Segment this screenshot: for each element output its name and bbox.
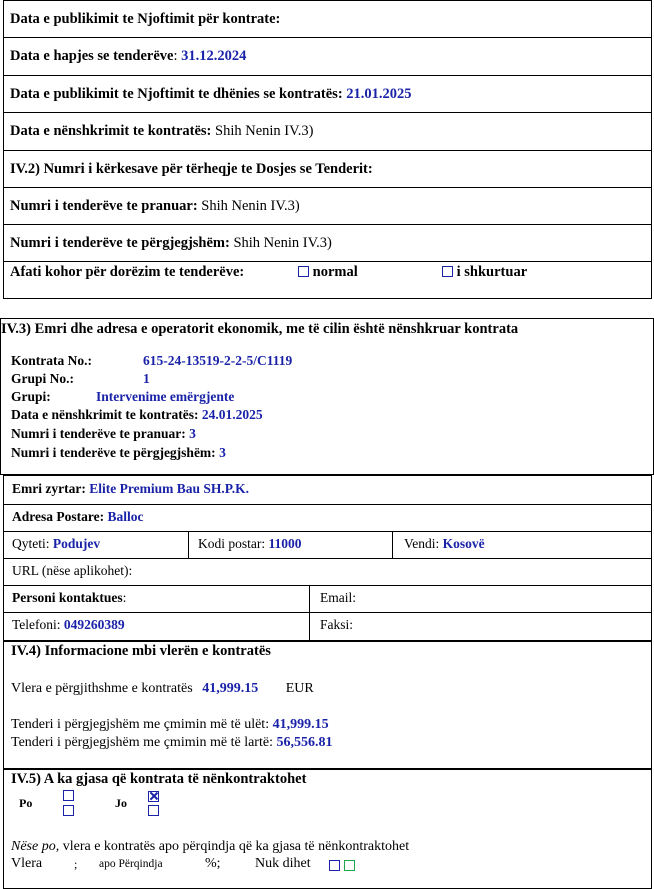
unknown-checkbox-2[interactable] — [344, 860, 355, 871]
group-value: Intervenime emërgjente — [96, 389, 235, 404]
percent-suffix: %; — [205, 856, 221, 871]
value-label: Vlera — [11, 856, 43, 871]
deadline-label: Afati kohor për dorëzim te tenderëve: — [10, 264, 245, 280]
city-value: Podujev — [52, 536, 101, 551]
publication-date-row — [3, 0, 652, 37]
accepted-tenders-row — [3, 187, 652, 224]
total-value: 41,999.15 — [202, 681, 259, 696]
no-checkbox-checked[interactable] — [148, 791, 159, 802]
yes-checkbox-1[interactable] — [63, 790, 74, 801]
postal-code-label: Kodi postar: — [198, 536, 266, 551]
iv3-sign-date-value: 24.01.2025 — [201, 407, 263, 422]
city-cell — [12, 536, 100, 552]
section-iv4-heading: IV.4) Informacione mbi vlerën e kontratës — [11, 643, 271, 659]
postal-code-value: 11000 — [268, 536, 302, 551]
section-iv5-heading: IV.5) A ka gjasa që kontrata të nënkontraktohet — [11, 771, 307, 787]
phone-cell — [12, 617, 125, 633]
total-value-line — [11, 681, 314, 697]
yes-label: Po — [19, 796, 33, 810]
signing-date-value: Shih Nenin IV.3) — [215, 123, 314, 139]
percent-label: apo Përqindja — [99, 858, 163, 870]
highest-price-value: 56,556.81 — [276, 735, 333, 750]
iv3-responsive-value: 3 — [219, 445, 226, 460]
group-no-value: 1 — [143, 371, 150, 386]
contact-person-label: Personi kontaktues — [12, 590, 123, 605]
lowest-price-label: Tenderi i përgjegjshëm me çmimin më të ulët: — [11, 717, 270, 732]
group-no-label: Grupi No.: — [11, 371, 75, 386]
official-name-label: Emri zyrtar — [12, 481, 82, 496]
deadline-row — [3, 261, 652, 299]
group-label: Grupi: — [11, 389, 51, 404]
postal-address-label: Adresa Postare — [12, 509, 100, 524]
country-value: Kosovë — [442, 536, 485, 551]
url-label: URL (nëse aplikohet): — [12, 563, 133, 578]
iv3-sign-date-line — [11, 407, 263, 423]
award-notice-date-value: 21.01.2025 — [346, 85, 412, 102]
currency-label: EUR — [285, 681, 314, 696]
contact-person-cell: Personi kontaktues: — [12, 590, 127, 605]
yes-checkbox-2[interactable] — [63, 805, 74, 816]
accepted-tenders-label: Numri i tenderëve te pranuar: — [10, 197, 198, 214]
phone-label: Telefoni: — [12, 617, 61, 632]
iv3-responsive-line — [11, 445, 226, 461]
city-label: Qyteti: — [12, 536, 50, 551]
subcontract-note-text: vlera e kontratës apo përqindja që ka gjasa të nënkontraktohet — [62, 839, 410, 854]
country-cell — [404, 536, 485, 552]
official-name-cell: Emri zyrtar: Elite Premium Bau SH.P.K. — [12, 481, 249, 496]
shortened-option-label: i shkurtuar — [456, 264, 528, 280]
iv3-responsive-label: Numri i tenderëve te përgjegjshëm: — [11, 445, 216, 460]
contract-no-label: Kontrata No.: — [11, 353, 92, 368]
subcontract-note — [11, 839, 409, 855]
iv3-sign-date-label: Data e nënshkrimit te kontratës: — [11, 407, 199, 422]
highest-price-label: Tenderi i përgjegjshëm me çmimin më të lartë: — [11, 735, 273, 750]
award-notice-date-row — [3, 75, 652, 112]
official-name-value: Elite Premium Bau SH.P.K. — [89, 481, 249, 496]
postal-code-cell — [198, 536, 302, 552]
opening-date-row: Data e hapjes se tenderëve : 31.12.2024 — [3, 37, 652, 75]
no-label: Jo — [115, 796, 127, 810]
postal-address-cell: Adresa Postare: Balloc — [12, 509, 144, 524]
value-semicolon: ; — [74, 857, 78, 871]
unknown-label: Nuk dihet — [255, 856, 311, 871]
total-value-label: Vlera e përgjithshme e kontratës — [11, 681, 193, 696]
shortened-checkbox[interactable] — [442, 266, 453, 277]
lowest-price-value: 41,999.15 — [272, 717, 329, 732]
dossier-requests-label: IV.2) Numri i kërkesave për tërheqje te Dosjes se Tenderit: — [10, 160, 373, 177]
responsive-tenders-label: Numri i tenderëve te përgjegjshëm: — [10, 234, 230, 251]
unknown-checkbox-1[interactable] — [329, 860, 340, 871]
no-checkbox-2[interactable] — [148, 805, 159, 816]
award-notice-date-label: Data e publikimit te Njoftimit te dhënies se kontratës: — [10, 85, 343, 102]
iv3-accepted-value: 3 — [189, 426, 196, 441]
email-label: Email: — [320, 590, 356, 605]
contract-no-value: 615-24-13519-2-2-5/C1119 — [143, 353, 293, 368]
accepted-tenders-value: Shih Nenin IV.3) — [201, 197, 300, 214]
phone-value: 049260389 — [63, 617, 125, 632]
subcontract-note-italic: Nëse po, — [11, 839, 60, 854]
country-label: Vendi: — [404, 536, 440, 551]
opening-date-value: 31.12.2024 — [181, 48, 247, 64]
signing-date-row — [3, 112, 652, 150]
responsive-tenders-row — [3, 224, 652, 261]
iv3-accepted-line — [11, 426, 196, 442]
fax-label: Faksi: — [320, 617, 354, 632]
section-iv3-heading: IV.3) Emri dhe adresa e operatorit ekonomik, me të cilin është nënshkruar kontrata — [1, 321, 519, 337]
dossier-requests-row — [3, 150, 652, 187]
normal-option-label: normal — [312, 264, 358, 280]
responsive-tenders-value: Shih Nenin IV.3) — [233, 234, 332, 251]
signing-date-label: Data e nënshkrimit te kontratës: — [10, 123, 212, 139]
opening-date-label: Data e hapjes se tenderëve — [10, 48, 174, 64]
iv3-accepted-label: Numri i tenderëve te pranuar: — [11, 426, 186, 441]
normal-checkbox[interactable] — [298, 266, 309, 277]
lowest-price-line — [11, 717, 329, 733]
publication-date-label: Data e publikimit te Njoftimit për kontrate: — [10, 10, 281, 27]
highest-price-line — [11, 735, 332, 751]
postal-address-value: Balloc — [107, 509, 144, 524]
